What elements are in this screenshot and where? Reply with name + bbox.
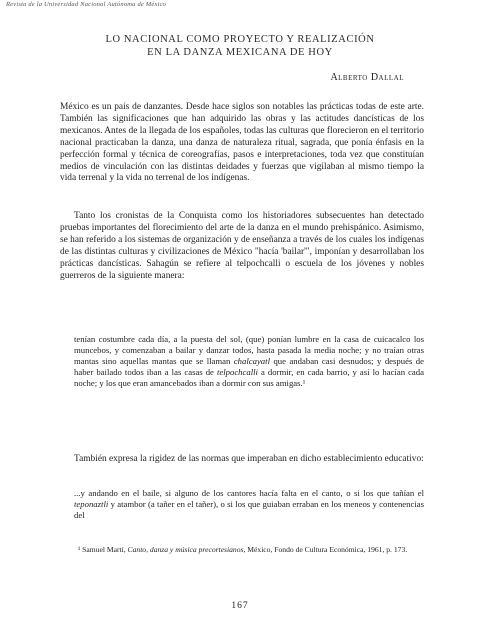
- block-quote-1: [74, 334, 424, 389]
- quote-1-term-2: telpochcalli: [216, 367, 258, 378]
- quote-2-term: teponaztli: [74, 499, 109, 510]
- quote-2-part-b: y atambor (a tañer en el tañer), o si los que guiaban erraban en los meneos y contenencias del: [74, 499, 424, 521]
- paragraph-3-block: [60, 454, 424, 466]
- footnote: [72, 545, 422, 555]
- paragraph-3: También expresa la rigidez de las normas que imperaban en dicho establecimiento educativo:: [74, 454, 424, 464]
- block-quote-1-text: [74, 334, 424, 389]
- footnote-text: [72, 545, 422, 555]
- running-header: Revista de la Universidad Nacional Autónoma de México: [6, 1, 167, 8]
- quote-1-part-c: a dormir, en cada barrio, y así lo hacían cada noche; y los que eran amancebados iban a dormir con sus amigas.¹: [74, 367, 424, 389]
- author-name: Alberto Dallal: [330, 72, 404, 83]
- quote-1-part-a: tenían costumbre cada día, a la puesta del sol, (que) ponían lumbre en la casa de cuicacalco los muncebos, y comenzaban a bailar y danzar todos, hasta pasada la media noche; y no traían otras mantas sino aquellas mantas que se llaman: [74, 334, 424, 367]
- title-line-1: LO NACIONAL COMO PROYECTO Y REALIZACIÓN: [105, 34, 375, 45]
- article-title: [60, 33, 420, 59]
- quote-2-part-a: ...y andando en el baile, si alguno de los cantores hacía falta en el canto, o si los que tañían el: [74, 488, 424, 498]
- paragraph-1-block: [60, 102, 424, 185]
- block-quote-2: [74, 488, 424, 521]
- title-line-2: EN LA DANZA MEXICANA DE HOY: [147, 47, 333, 58]
- paragraph-1: México es un país de danzantes. Desde hace siglos son notables las prácticas todas de este arte. También las significaciones que han adquirido las obras y las actitudes dancísticas de los mexicanos. Antes de la llegada de los españoles, todas las culturas que florecieron en el territorio nacional practicaban la danza, una danza de naturaleza ritual, sagrada, que ponía énfasis en la perfección formal y técnica de coreografías, pasos e interpretaciones, toda vez que constituían medios de vinculación con las distintas deidades y fuerzas que vigilaban al mismo tiempo la vida terrenal y la vida no terrenal de los indígenas.: [60, 102, 424, 184]
- footnote-book-title: Canto, danza y música precortesianos: [127, 545, 244, 554]
- block-quote-2-text: [74, 488, 424, 521]
- page-number: 167: [231, 601, 249, 611]
- paragraph-2: Tanto los cronistas de la Conquista como los historiadores subsecuentes han detectado pruebas importantes del florecimiento del arte de la danza en el mundo prehispánico. Asimismo, se han referido a los sistemas de organización y de enseñanza a través de los cuales los indígenas de las distintas culturas y civilizaciones de México "hacía 'bailar'", imponían y desarrollaban los prácticas dancísticas. Sahagún se refiere al telpochcalli o escuela de los jóvenes y nobles guerreros de la siguiente manera:: [60, 211, 424, 281]
- footnote-part-b: , México, Fondo de Cultura Económica, 1961, p. 173.: [243, 545, 408, 554]
- paragraph-2-block: [60, 211, 424, 282]
- quote-1-part-b: que andaban casi desnudos; y después de haber bailado todos iban a las casas de: [74, 356, 424, 378]
- footnote-part-a: ¹ Samuel Martí,: [78, 545, 128, 554]
- quote-1-term-1: chalcayatl: [233, 356, 270, 367]
